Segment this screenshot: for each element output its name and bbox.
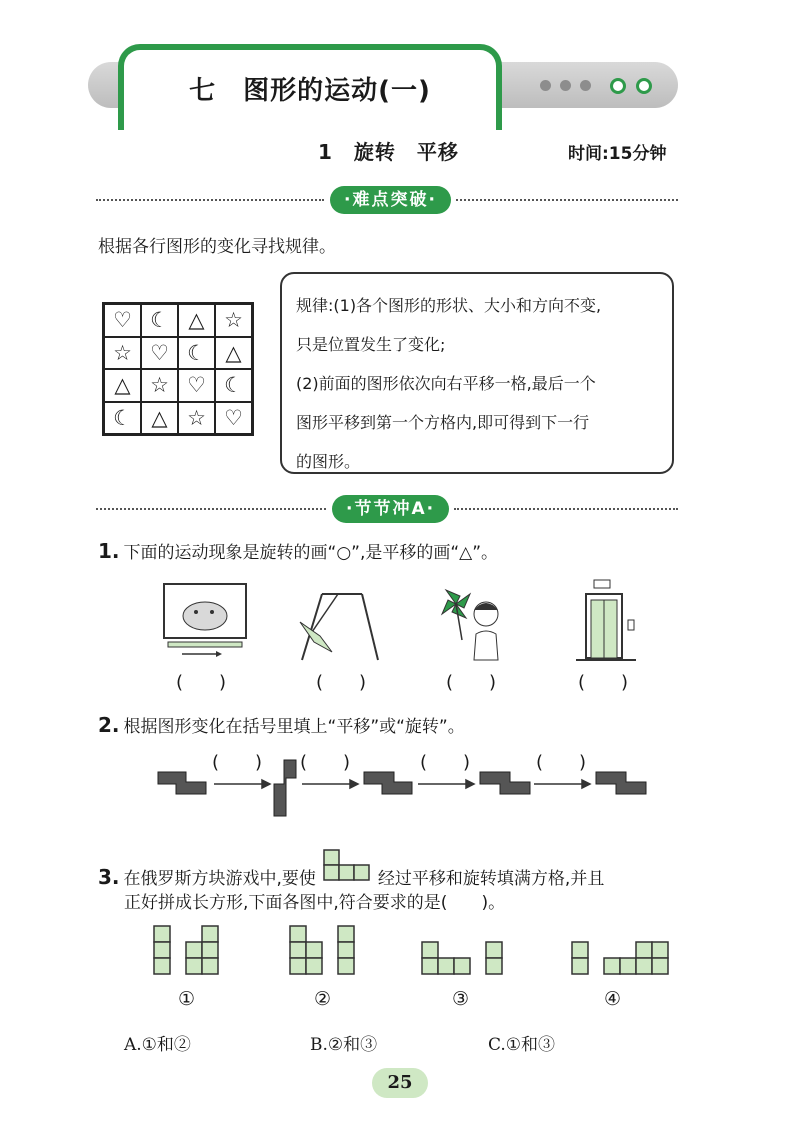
instruction-text: 根据各行图形的变化寻找规律。 xyxy=(98,237,336,257)
grid-cell: ♡ xyxy=(178,369,215,402)
banner-dot-icon xyxy=(540,80,551,91)
grid-cell: ☆ xyxy=(104,337,141,370)
z-shape-icon xyxy=(596,772,646,794)
tv-progress-picture xyxy=(160,578,252,660)
tetris-figure-2 xyxy=(290,926,354,974)
swing-picture xyxy=(292,584,384,664)
z-shape-icon xyxy=(480,772,530,794)
arrow-right-icon xyxy=(262,780,270,788)
answer-blank[interactable]: ( ) xyxy=(212,752,263,773)
rule-box xyxy=(280,272,674,474)
rule-line: 的图形。 xyxy=(296,452,361,471)
boy-body-icon xyxy=(474,631,498,660)
grid-cell: △ xyxy=(178,304,215,337)
grid-cell: ☆ xyxy=(178,402,215,435)
section-label-practice: ·节节冲A· xyxy=(332,495,449,523)
grid-cell: ☆ xyxy=(141,369,178,402)
banner-dot-icon xyxy=(580,80,591,91)
answer-blank[interactable]: ( ) xyxy=(176,672,227,693)
figure-label: ② xyxy=(314,988,332,1010)
choice-c[interactable]: C.①和③ xyxy=(488,1035,556,1055)
arrow-right-icon xyxy=(582,780,590,788)
grid-cell: △ xyxy=(104,369,141,402)
arrow-right-icon xyxy=(216,651,222,657)
rule-line: 图形平移到第一个方格内,即可得到下一行 xyxy=(296,413,590,432)
choice-a[interactable]: A.①和② xyxy=(124,1035,191,1055)
figure-label: ③ xyxy=(452,988,470,1010)
grid-cell: ☾ xyxy=(178,337,215,370)
grid-cell: ☆ xyxy=(215,304,252,337)
grid-cell: △ xyxy=(141,402,178,435)
grid-cell: ☾ xyxy=(104,402,141,435)
tetris-figure-1 xyxy=(154,926,218,974)
grid-cell: ♡ xyxy=(104,304,141,337)
question-number: 3. xyxy=(98,865,120,889)
progress-bar xyxy=(168,642,242,647)
chapter-title: 七 图形的运动(一) xyxy=(189,76,431,106)
section-label-difficulty: ·难点突破· xyxy=(330,186,451,214)
figure-label: ④ xyxy=(604,988,622,1010)
question-number: 1. xyxy=(98,539,120,563)
shape-sequence xyxy=(150,756,660,822)
question-1 xyxy=(98,538,498,563)
elevator-button-icon xyxy=(628,620,634,630)
answer-blank[interactable]: ( ) xyxy=(316,672,367,693)
rule-line: 规律:(1)各个图形的形状、大小和方向不变, xyxy=(296,296,602,315)
question-number: 2. xyxy=(98,713,120,737)
grid-cell: ☾ xyxy=(141,304,178,337)
question-text: 在俄罗斯方块游戏中,要使 xyxy=(123,869,316,889)
banner-ring-icon xyxy=(636,78,652,94)
elevator-indicator-icon xyxy=(594,580,610,588)
arrow-right-icon xyxy=(350,780,358,788)
rule-line: 只是位置发生了变化; xyxy=(296,335,446,354)
tetris-figure-3 xyxy=(422,942,502,974)
choice-b[interactable]: B.②和③ xyxy=(310,1035,378,1055)
banner-ring-icon xyxy=(610,78,626,94)
question-text: 根据图形变化在括号里填上“平移”或“旋转”。 xyxy=(123,717,465,737)
grid-cell: ☾ xyxy=(215,369,252,402)
answer-blank[interactable]: ( ) xyxy=(536,752,587,773)
section-divider xyxy=(96,508,326,510)
answer-blank[interactable]: ( ) xyxy=(578,672,629,693)
answer-blank[interactable]: ( ) xyxy=(446,672,497,693)
z-shape-icon xyxy=(364,772,412,794)
l-tetromino-icon xyxy=(322,848,372,884)
grid-cell: ♡ xyxy=(215,402,252,435)
question-2 xyxy=(98,712,465,737)
question-text: 下面的运动现象是旋转的画“○”,是平移的画“△”。 xyxy=(123,543,499,563)
lesson-title: 1 旋转 平移 xyxy=(318,140,459,164)
tetris-figures xyxy=(150,922,670,978)
section-divider xyxy=(456,199,678,201)
answer-blank[interactable]: ( ) xyxy=(300,752,351,773)
page-number: 25 xyxy=(372,1068,428,1098)
question-3 xyxy=(98,848,604,889)
arrow-right-icon xyxy=(466,780,474,788)
time-label: 时间:15分钟 xyxy=(568,144,667,164)
banner-dot-icon xyxy=(560,80,571,91)
grid-cell: ♡ xyxy=(141,337,178,370)
rule-line: (2)前面的图形依次向右平移一格,最后一个 xyxy=(296,374,596,393)
pattern-grid xyxy=(102,302,254,436)
question-text-line2: 正好拼成长方形,下面各图中,符合要求的是( )。 xyxy=(124,893,506,913)
section-divider xyxy=(96,199,324,201)
dog-icon xyxy=(183,602,227,630)
elevator-picture xyxy=(574,578,638,662)
z-shape-icon xyxy=(158,772,206,794)
figure-label: ① xyxy=(178,988,196,1010)
section-divider xyxy=(454,508,678,510)
answer-blank[interactable]: ( ) xyxy=(420,752,471,773)
grid-cell: △ xyxy=(215,337,252,370)
question-text: 经过平移和旋转填满方格,并且 xyxy=(377,869,605,889)
tetris-figure-4 xyxy=(572,942,668,974)
z-shape-rotated-icon xyxy=(274,760,296,816)
pinwheel-boy-picture xyxy=(440,584,508,664)
